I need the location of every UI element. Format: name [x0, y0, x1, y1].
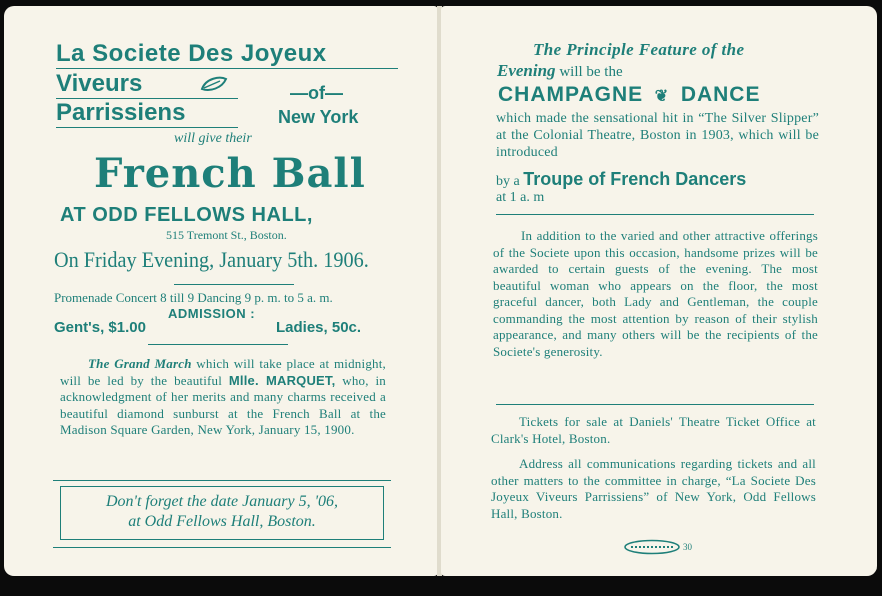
schedule: Promenade Concert 8 till 9 Dancing 9 p. m. to 5 a. m.	[54, 290, 333, 305]
scalloped-edge	[4, 568, 438, 576]
evening-word: Evening	[497, 61, 556, 80]
divider	[496, 214, 814, 215]
divider	[174, 284, 294, 285]
will-give-text: will give their	[174, 131, 252, 146]
feature-intro: The Principle Feature of the	[533, 40, 745, 59]
troupe-time: at 1 a. m	[496, 190, 545, 205]
leaf-ornament-icon	[200, 76, 228, 97]
by-a-text: by a	[496, 174, 524, 189]
event-name: French Ball	[94, 150, 366, 197]
left-page	[4, 6, 438, 576]
tickets-paragraph: Tickets for sale at Daniels' Theatre Ticket Office at Clark's Hotel, Boston.	[491, 414, 816, 446]
grand-march-text: which will take place at midnight, will be led by the beautiful	[60, 356, 386, 388]
grand-march-paragraph	[60, 356, 386, 439]
feature-paragraph: which made the sensational hit in “The Silver Slipper” at the Colonial Theatre, Boston in 1903, which will be introduced	[496, 111, 819, 160]
divider	[56, 68, 398, 69]
admission-label: ADMISSION :	[168, 306, 256, 321]
dance-word: DANCE	[680, 83, 761, 106]
champagne-dance-line	[498, 83, 760, 107]
of-label: —of—	[290, 83, 343, 103]
mlle-name: Mlle. MARQUET,	[228, 372, 336, 388]
printer-seal-icon	[623, 539, 681, 560]
society-title-line1: La Societe Des Joyeux	[56, 40, 327, 67]
feature-evening-line	[497, 61, 623, 81]
right-page	[441, 6, 877, 576]
divider	[148, 344, 288, 345]
address: 515 Tremont St., Boston.	[166, 228, 287, 242]
prizes-paragraph: In addition to the varied and other attractive offerings of the Societe upon this occasion, handsome prizes will be awarded to certain guests of the evening. The most beautiful woman who appears on the floor, the most graceful dancer, both Lady and Gentleman, the couple commanding the most attention by reason of their stylish appearance, and many others will be the recipients of the Societe's generosity.	[493, 228, 818, 359]
troupe-line	[496, 169, 746, 190]
divider	[496, 404, 814, 405]
will-be-text: will be the	[555, 64, 623, 80]
date-line: On Friday Evening, January 5th. 1906.	[54, 247, 369, 272]
address-paragraph: Address all communications regarding tickets and all other matters to the committee in charge, “La Societe Des Joyeux Viveurs Parrissiens” of New York, Odd Fellows Hall, Boston.	[491, 456, 816, 521]
champagne-word: CHAMPAGNE	[498, 83, 644, 106]
gents-price: Gent's, $1.00	[54, 319, 146, 336]
society-title-line2: Viveurs	[56, 70, 143, 97]
scalloped-edge	[441, 568, 877, 576]
ladies-price: Ladies, 50c.	[276, 319, 362, 336]
fleuron-icon: ❦	[654, 88, 670, 105]
reminder-box	[53, 480, 391, 548]
city-label: New York	[278, 107, 359, 127]
venue: AT ODD FELLOWS HALL,	[60, 204, 313, 226]
printer-number: 30	[683, 542, 692, 552]
society-title-line3: Parrissiens	[56, 99, 186, 126]
troupe-name: Troupe of French Dancers	[523, 169, 747, 189]
divider	[56, 127, 238, 128]
grand-march-text-cont: who, in acknowledgment of her merits and many charms received a beautiful diamond sunburst at the French Ball at the Madison Square Garden, New York, January 15, 1900.	[60, 372, 387, 437]
reminder-line1: Don't forget the date January 5, '06,	[106, 493, 338, 510]
grand-march-lead: The Grand March	[88, 356, 192, 371]
reminder-line2: at Odd Fellows Hall, Boston.	[128, 513, 316, 530]
reminder-inner-frame	[60, 486, 384, 540]
